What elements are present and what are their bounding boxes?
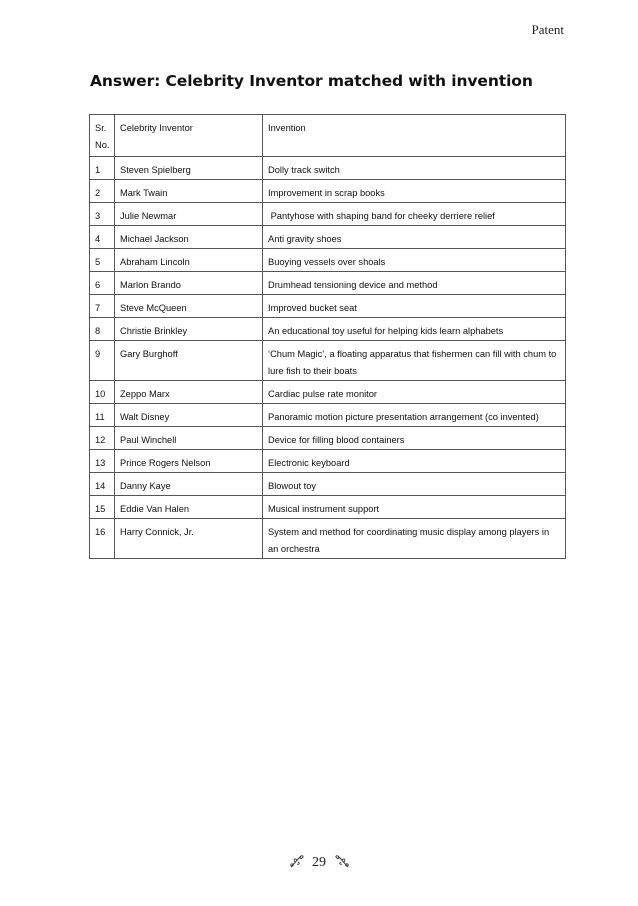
page-title: Answer: Celebrity Inventor matched with invention [90, 72, 533, 90]
cell-celebrity-inventor: Eddie Van Halen [115, 496, 263, 519]
column-header-sr-no: Sr. No. [90, 115, 115, 157]
cell-celebrity-inventor: Zeppo Marx [115, 381, 263, 404]
cell-celebrity-inventor: Marlon Brando [115, 272, 263, 295]
cell-sr-no: 1 [90, 157, 115, 180]
cell-invention: Electronic keyboard [263, 450, 566, 473]
answer-table [89, 114, 566, 559]
page-number: 29 [312, 855, 326, 870]
table-row [90, 180, 566, 203]
cell-invention: System and method for coordinating music display among players in an orchestra [263, 519, 566, 559]
running-header: Patent [531, 22, 564, 37]
table-row [90, 496, 566, 519]
cell-invention: Cardiac pulse rate monitor [263, 381, 566, 404]
table-row [90, 318, 566, 341]
table-header [90, 115, 566, 157]
table-row [90, 157, 566, 180]
column-header-invention: Invention [263, 115, 566, 157]
table-row [90, 427, 566, 450]
cell-sr-no: 10 [90, 381, 115, 404]
cell-sr-no: 3 [90, 203, 115, 226]
cell-celebrity-inventor: Gary Burghoff [115, 341, 263, 381]
cell-invention: Improvement in scrap books [263, 180, 566, 203]
header-row [90, 115, 566, 157]
table-row [90, 272, 566, 295]
cell-invention: ‘Chum Magic’, a floating apparatus that fishermen can fill with chum to lure fish to their boats [263, 341, 566, 381]
cell-celebrity-inventor: Abraham Lincoln [115, 249, 263, 272]
cell-sr-no: 16 [90, 519, 115, 559]
cell-invention: Blowout toy [263, 473, 566, 496]
cell-celebrity-inventor: Mark Twain [115, 180, 263, 203]
table-row [90, 473, 566, 496]
cell-invention: Buoying vessels over shoals [263, 249, 566, 272]
cell-celebrity-inventor: Steve McQueen [115, 295, 263, 318]
column-header-celebrity-inventor: Celebrity Inventor [115, 115, 263, 157]
cell-sr-no: 11 [90, 404, 115, 427]
cell-celebrity-inventor: Steven Spielberg [115, 157, 263, 180]
cell-celebrity-inventor: Prince Rogers Nelson [115, 450, 263, 473]
table-body [90, 157, 566, 559]
cell-sr-no: 7 [90, 295, 115, 318]
cell-celebrity-inventor: Danny Kaye [115, 473, 263, 496]
table-row [90, 450, 566, 473]
cell-invention: An educational toy useful for helping kids learn alphabets [263, 318, 566, 341]
cell-sr-no: 2 [90, 180, 115, 203]
floral-ornament-icon [334, 853, 350, 869]
cell-sr-no: 12 [90, 427, 115, 450]
cell-invention: Drumhead tensioning device and method [263, 272, 566, 295]
cell-invention: Anti gravity shoes [263, 226, 566, 249]
table-row [90, 295, 566, 318]
cell-invention: Panoramic motion picture presentation arrangement (co invented) [263, 404, 566, 427]
cell-celebrity-inventor: Christie Brinkley [115, 318, 263, 341]
table-row [90, 381, 566, 404]
table-row [90, 404, 566, 427]
cell-celebrity-inventor: Julie Newmar [115, 203, 263, 226]
cell-celebrity-inventor: Michael Jackson [115, 226, 263, 249]
page-footer [0, 853, 638, 871]
cell-sr-no: 5 [90, 249, 115, 272]
cell-sr-no: 4 [90, 226, 115, 249]
cell-invention: Device for filling blood containers [263, 427, 566, 450]
cell-celebrity-inventor: Paul Winchell [115, 427, 263, 450]
cell-invention: Improved bucket seat [263, 295, 566, 318]
cell-celebrity-inventor: Walt Disney [115, 404, 263, 427]
floral-ornament-icon [289, 853, 305, 869]
cell-sr-no: 6 [90, 272, 115, 295]
cell-sr-no: 13 [90, 450, 115, 473]
cell-celebrity-inventor: Harry Connick, Jr. [115, 519, 263, 559]
table-row [90, 519, 566, 559]
cell-invention: Pantyhose with shaping band for cheeky derriere relief [263, 203, 566, 226]
table-row [90, 203, 566, 226]
cell-invention: Musical instrument support [263, 496, 566, 519]
table-row [90, 341, 566, 381]
cell-invention: Dolly track switch [263, 157, 566, 180]
cell-sr-no: 8 [90, 318, 115, 341]
table-row [90, 249, 566, 272]
table-row [90, 226, 566, 249]
cell-sr-no: 14 [90, 473, 115, 496]
cell-sr-no: 9 [90, 341, 115, 381]
cell-sr-no: 15 [90, 496, 115, 519]
